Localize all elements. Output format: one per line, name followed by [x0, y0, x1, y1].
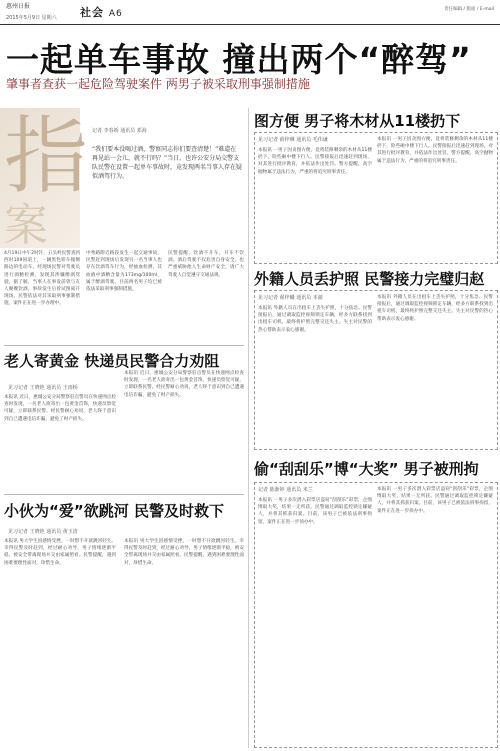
story-c-box [254, 132, 498, 264]
main-body-col-2: 中秀路附近路段发生一起交通事故，民警赶到现场后发现另一名当事人也存在饮酒驾车行为，经抽血检测，其血液中酒精含量为173mg/100ml，属于醉酒驾驶。目前两名男子均已被依法采取刑事强制措施。 [86, 251, 162, 293]
story-d-box [254, 290, 498, 450]
story-c-byline: 见习记者 薛梓琳 通讯员 毛伟谦 [258, 137, 328, 143]
masthead-bar [0, 0, 500, 26]
story-a-byline: 见习记者 王晓艳 通讯员 王雨桥 [8, 385, 78, 391]
divider [4, 345, 244, 346]
story-e-title: 偷“刮刮乐”博“大奖” 男子被刑拘 [254, 460, 479, 478]
story-e-byline: 记者 陈渐婷 通讯员 米兰 [258, 487, 313, 493]
main-byline: 记者 李春娇 通讯员 邓海 [92, 128, 147, 134]
main-subhead: 肇事者查获一起危险驾驶案件 两男子被采取刑事强制措施 [6, 77, 310, 91]
main-body-col-3: 民警提醒，饮酒不开车，开车不饮酒。酒后驾驶不仅危害自身安全，也严重威胁他人生命财产安全，请广大驾驶人自觉遵守交通法规。 [168, 251, 244, 278]
calligraphy-char-2: 案 [4, 200, 48, 251]
issue-date: 2015年5月9日 星期六 [6, 15, 57, 21]
story-e-body-cont: 本报讯 一男子多次潜入彩票店盗窃“刮刮乐”彩票，企图博取大奖，结果一无所获。民警通过调取监控锁定嫌疑人，并将其抓获归案。目前，该男子已被依法刑事拘留，案件正在进一步侦办中。 [377, 487, 493, 514]
divider [4, 494, 244, 495]
paper-name: 惠州日报 [6, 3, 31, 10]
story-c-body: 本报讯 一男子因贪图方便，竟将装修剩余的木材从11楼扔下，险些砸中楼下行人。民警接报后迅速赶到现场，对其进行批评教育，并依法作出处罚。警方提醒，高空抛物属于违法行为，严重的将追究刑事责任。 [258, 148, 372, 175]
section-label: 社会 [80, 6, 104, 19]
story-b-body-cont: 本报讯 男大学生因感情受挫，一时想不开欲跳河轻生。幸得民警及时赶到，经过耐心劝导，男子情绪逐渐平稳，被安全带离现场并交由家属照看。民警提醒，遇到困难要理性面对，珍惜生命。 [124, 539, 244, 566]
story-b-byline: 见习记者 王晓艳 通讯员 黄玉清 [8, 529, 78, 535]
main-headline: 一起单车事故 撞出两个“醉驾” [6, 40, 472, 79]
story-a-title: 老人寄黄金 快递员民警合力劝阻 [4, 352, 220, 370]
section-title [80, 4, 123, 20]
story-a-body-cont: 本报讯 近日，惠城公安分局警察驻点警员在快递网点检查时发现，一名老人欲寄出一包黄金首饰，快递员察觉可疑，立即联系民警。经民警耐心劝说，老人终于意识到自己遭遇电信诈骗，避免了财产损失。 [124, 371, 244, 398]
story-b-body: 本报讯 男大学生因感情受挫，一时想不开欲跳河轻生。幸得民警及时赶到，经过耐心劝导，男子情绪逐渐平稳，被安全带离现场并交由家属照看。民警提醒，遇到困难要理性面对，珍惜生命。 [4, 539, 116, 566]
story-c-title: 图方便 男子将木材从11楼扔下 [254, 112, 461, 130]
story-d-body-cont: 本报讯 外籍人员在出租车上丢失护照，十分焦急。民警接报后，通过调取监控视频锁定车辆，经多方联系找到出租车司机，最终将护照完整交还失主。失主对民警的热心帮助表示衷心感谢。 [377, 295, 493, 322]
story-d-title: 外籍人员丢护照 民警接力完璧归赵 [254, 270, 485, 288]
story-c-body-cont: 本报讯 一男子因贪图方便，竟将装修剩余的木材从11楼扔下，险些砸中楼下行人。民警接报后迅速赶到现场，对其进行批评教育，并依法作出处罚。警方提醒，高空抛物属于违法行为，严重的将追究刑事责任。 [377, 137, 493, 164]
story-a-body: 本报讯 近日，惠城公安分局警察驻点警员在快递网点检查时发现，一名老人欲寄出一包黄金首饰，快递员察觉可疑，立即联系民警。经民警耐心劝说，老人终于意识到自己遭遇电信诈骗，避免了财产损失。 [4, 395, 116, 422]
main-quote: “我们要本没喝过酒，警察同志你们要查清楚！”难道在再见站一会儿，就不行吗？”当日，也许公安分局交警支队民警在设置一起单车事故时，竟发现两名当事人存在疑似酒驾行为。 [92, 146, 243, 180]
decorative-calligraphy [0, 107, 89, 251]
masthead-rule [0, 24, 500, 25]
story-b-title: 小伙为“爱”欲跳河 民警及时救下 [4, 502, 224, 520]
story-e-body: 本报讯 一男子多次潜入彩票店盗窃“刮刮乐”彩票，企图博取大奖，结果一无所获。民警通过调取监控锁定嫌疑人，并将其抓获归案。目前，该男子已被依法刑事拘留，案件正在进一步侦办中。 [258, 498, 372, 525]
main-body-col-1: 4月19日中午2时许，五头岭民警查到西时109国道上，一辆黑色轿车撞倒路边的电动车，经现场民警对驾驶员进行酒精检测，发现其涉嫌醉酒驾驶。据了解，当事人在事发前曾与友人聚餐饮酒，事故发生后曾试图离开现场。民警依法对其采取刑事强制措施，案件正在进一步办理中。 [4, 251, 80, 307]
story-d-body: 本报讯 外籍人员在出租车上丢失护照，十分焦急。民警接报后，通过调取监控视频锁定车辆，经多方联系找到出租车司机，最终将护照完整交还失主。失主对民警的热心帮助表示衷心感谢。 [258, 306, 372, 333]
calligraphy-char: 指 [4, 107, 89, 205]
story-d-byline: 见习记者 翟梓曦 通讯员 本澈 [258, 295, 323, 301]
story-e-box [254, 482, 498, 748]
editor-credit: 责任编辑 / 版面 / E-mail [444, 7, 494, 12]
page-number: A6 [108, 9, 123, 19]
column-divider [248, 108, 249, 748]
